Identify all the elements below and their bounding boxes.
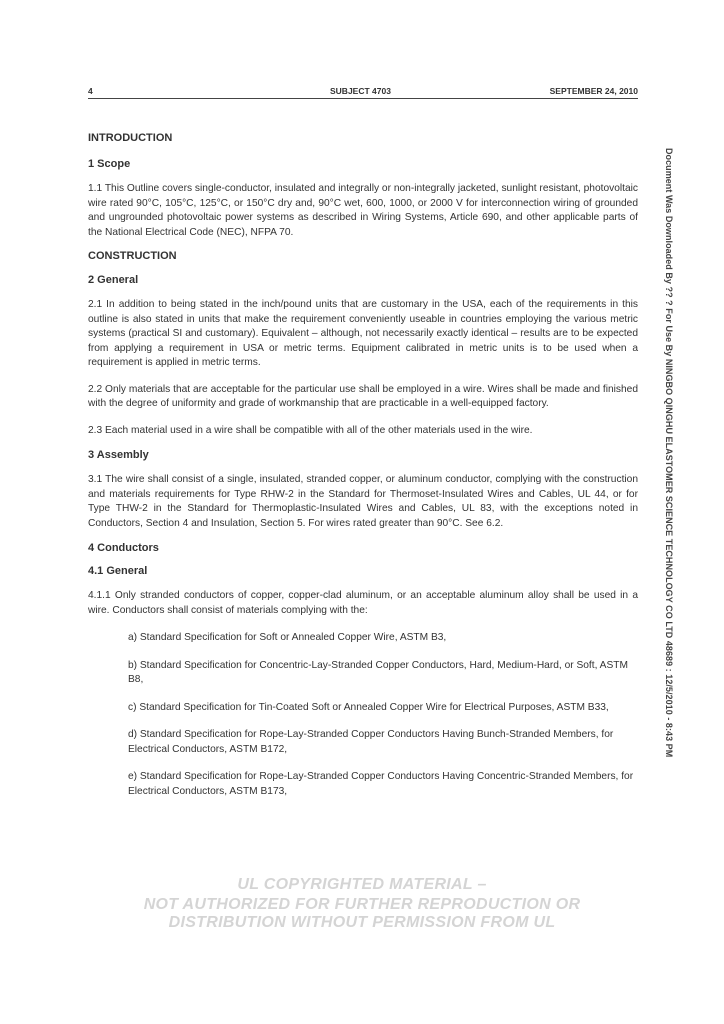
watermark-line-1: UL COPYRIGHTED MATERIAL – xyxy=(237,876,487,893)
subject-label: SUBJECT 4703 xyxy=(330,86,391,96)
header-rule xyxy=(88,98,638,99)
paragraph-1-1: 1.1 This Outline covers single-conductor, insulated and integrally or non-integrally jacketed, sunlight resistant, photovoltaic wire rated 90°C, 105°C, 125°C, or 150°C dry and, 90°C wet, 600, 1000, or 2000 V for interconnection wiring of grounded and ungrounded photovoltaic power systems as described in Wiring Systems, Article 690, and other applicable parts of the National Electrical Code (NEC), NFPA 70. xyxy=(88,183,638,238)
list-item: d) Standard Specification for Rope-Lay-Stranded Copper Conductors Having Bunch-Stranded Members, for Electrical Conductors, ASTM B172, xyxy=(128,729,614,755)
list-item: e) Standard Specification for Rope-Lay-Stranded Copper Conductors Having Concentric-Stranded Members, for Electrical Conductors, ASTM B173, xyxy=(128,771,634,797)
watermark-line-3: DISTRIBUTION WITHOUT PERMISSION FROM UL xyxy=(168,914,556,931)
list-item: c) Standard Specification for Tin-Coated Soft or Annealed Copper Wire for Electrical Purposes, ASTM B33, xyxy=(128,701,609,713)
document-body xyxy=(88,132,638,799)
section-title-introduction: INTRODUCTION xyxy=(88,132,173,144)
heading-general: 2 General xyxy=(88,274,139,286)
section-title-construction: CONSTRUCTION xyxy=(88,250,177,262)
list-item: b) Standard Specification for Concentric-Lay-Stranded Copper Conductors, Hard, Medium-Hard, or Soft, ASTM B8, xyxy=(128,659,628,685)
astm-list xyxy=(88,631,638,799)
heading-general-4-1: 4.1 General xyxy=(88,565,148,577)
list-item: a) Standard Specification for Soft or Annealed Copper Wire, ASTM B3, xyxy=(128,632,447,643)
header-date: SEPTEMBER 24, 2010 xyxy=(549,86,638,96)
paragraph-4-1-1: 4.1.1 Only stranded conductors of copper, copper-clad aluminum, or an acceptable aluminum alloy shall be used in a wire. Conductors shall consist of materials complying with the: xyxy=(88,590,638,616)
heading-conductors: 4 Conductors xyxy=(88,542,159,554)
page-number: 4 xyxy=(88,86,93,96)
heading-assembly: 3 Assembly xyxy=(88,449,149,461)
paragraph-2-2: 2.2 Only materials that are acceptable for the particular use shall be employed in a wire. Wires shall be made and finished with the degree of uniformity and grade of workmanship that are practicable in a well-equipped factory. xyxy=(88,383,638,409)
heading-scope: 1 Scope xyxy=(88,158,131,170)
paragraph-2-3: 2.3 Each material used in a wire shall be compatible with all of the other materials used in the wire. xyxy=(88,424,533,436)
watermark-line-2: NOT AUTHORIZED FOR FURTHER REPRODUCTION OR xyxy=(143,896,581,913)
download-notice: Document Was Downloaded By ?? ? For Use By NINGBO QINGHU ELASTOMER SCIENCE TECHNOLOGY CO LTD 48689 : 12/5/2010 - 8:43 PM xyxy=(664,148,674,758)
paragraph-3-1: 3.1 The wire shall consist of a single, insulated, stranded copper, or aluminum conductor, complying with the construction and materials requirements for Type RHW-2 in the Standard for Thermoset-Insulated Wires and Cables, UL 44, or for Type THW-2 in the Standard for Thermoplastic-Insulated Wires and Cables, UL 83, with the exceptions noted in Conductors, Section 4 and Insulation, Section 5. For wires rated greater than 90°C. See 6.2. xyxy=(88,474,638,529)
paragraph-2-1: 2.1 In addition to being stated in the inch/pound units that are customary in the USA, each of the requirements in this outline is also stated in units that make the requirement conveniently useable in countries employing the various metric systems (practical SI and customary). Equivalent – although, not necessarily exactly identical – results are to be expected from applying a requirement in USA or metric terms. Equipment calibrated in metric units is to be used when a requirement is applied in metric terms. xyxy=(88,299,638,368)
